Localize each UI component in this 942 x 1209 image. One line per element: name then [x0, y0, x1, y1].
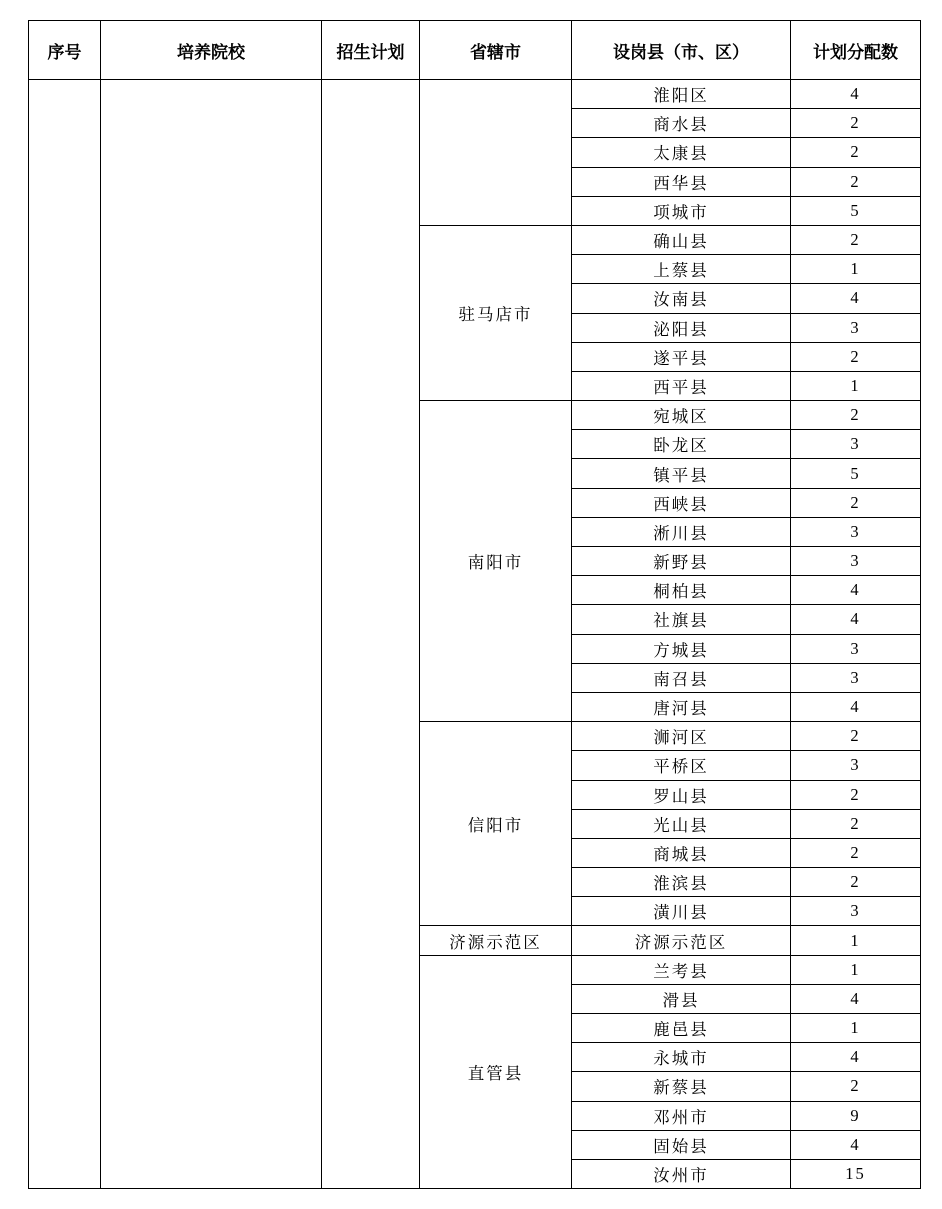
county-cell: 淮滨县 — [572, 868, 791, 897]
count-cell: 5 — [791, 196, 921, 225]
count-cell: 3 — [791, 634, 921, 663]
county-cell: 商水县 — [572, 109, 791, 138]
county-cell: 永城市 — [572, 1043, 791, 1072]
count-cell: 2 — [791, 809, 921, 838]
city-cell: 驻马店市 — [420, 225, 572, 400]
county-cell: 上蔡县 — [572, 255, 791, 284]
city-cell — [420, 80, 572, 226]
header-school: 培养院校 — [101, 21, 322, 80]
city-cell: 信阳市 — [420, 722, 572, 926]
school-cell — [101, 80, 322, 1189]
count-cell: 1 — [791, 255, 921, 284]
county-cell: 泌阳县 — [572, 313, 791, 342]
county-cell: 唐河县 — [572, 692, 791, 721]
count-cell: 1 — [791, 926, 921, 955]
county-cell: 平桥区 — [572, 751, 791, 780]
county-cell: 方城县 — [572, 634, 791, 663]
header-seq: 序号 — [29, 21, 101, 80]
count-cell: 4 — [791, 605, 921, 634]
count-cell: 2 — [791, 488, 921, 517]
county-cell: 确山县 — [572, 225, 791, 254]
county-cell: 镇平县 — [572, 459, 791, 488]
count-cell: 4 — [791, 1130, 921, 1159]
county-cell: 光山县 — [572, 809, 791, 838]
city-cell: 济源示范区 — [420, 926, 572, 955]
count-cell: 4 — [791, 692, 921, 721]
header-county: 设岗县（市、区） — [572, 21, 791, 80]
allocation-table — [28, 20, 921, 1189]
count-cell: 1 — [791, 371, 921, 400]
count-cell: 1 — [791, 1014, 921, 1043]
county-cell: 遂平县 — [572, 342, 791, 371]
count-cell: 2 — [791, 342, 921, 371]
county-cell: 社旗县 — [572, 605, 791, 634]
county-cell: 新野县 — [572, 547, 791, 576]
header-row — [29, 21, 921, 80]
count-cell: 2 — [791, 838, 921, 867]
county-cell: 淅川县 — [572, 517, 791, 546]
county-cell: 卧龙区 — [572, 430, 791, 459]
header-plan: 招生计划 — [322, 21, 420, 80]
table-body — [29, 80, 921, 1189]
county-cell: 商城县 — [572, 838, 791, 867]
county-cell: 西平县 — [572, 371, 791, 400]
count-cell: 3 — [791, 547, 921, 576]
count-cell: 3 — [791, 313, 921, 342]
county-cell: 桐柏县 — [572, 576, 791, 605]
count-cell: 2 — [791, 109, 921, 138]
count-cell: 3 — [791, 663, 921, 692]
county-cell: 罗山县 — [572, 780, 791, 809]
city-cell: 南阳市 — [420, 401, 572, 722]
county-cell: 淮阳区 — [572, 80, 791, 109]
count-cell: 2 — [791, 167, 921, 196]
count-cell: 4 — [791, 80, 921, 109]
count-cell: 2 — [791, 1072, 921, 1101]
count-cell: 9 — [791, 1101, 921, 1130]
county-cell: 滑县 — [572, 984, 791, 1013]
county-cell: 汝州市 — [572, 1159, 791, 1188]
count-cell: 15 — [791, 1159, 921, 1188]
count-cell: 4 — [791, 284, 921, 313]
count-cell: 2 — [791, 401, 921, 430]
county-cell: 项城市 — [572, 196, 791, 225]
county-cell: 鹿邑县 — [572, 1014, 791, 1043]
count-cell: 4 — [791, 1043, 921, 1072]
city-cell: 直管县 — [420, 955, 572, 1189]
count-cell: 5 — [791, 459, 921, 488]
count-cell: 3 — [791, 430, 921, 459]
county-cell: 兰考县 — [572, 955, 791, 984]
count-cell: 4 — [791, 576, 921, 605]
plan-cell — [322, 80, 420, 1189]
header-alloc: 计划分配数 — [791, 21, 921, 80]
count-cell: 3 — [791, 897, 921, 926]
county-cell: 西华县 — [572, 167, 791, 196]
county-cell: 新蔡县 — [572, 1072, 791, 1101]
header-city: 省辖市 — [420, 21, 572, 80]
count-cell: 2 — [791, 722, 921, 751]
seq-cell — [29, 80, 101, 1189]
count-cell: 3 — [791, 517, 921, 546]
county-cell: 汝南县 — [572, 284, 791, 313]
count-cell: 2 — [791, 138, 921, 167]
county-cell: 南召县 — [572, 663, 791, 692]
count-cell: 2 — [791, 868, 921, 897]
county-cell: 浉河区 — [572, 722, 791, 751]
count-cell: 1 — [791, 955, 921, 984]
count-cell: 3 — [791, 751, 921, 780]
count-cell: 2 — [791, 780, 921, 809]
county-cell: 固始县 — [572, 1130, 791, 1159]
county-cell: 宛城区 — [572, 401, 791, 430]
table-row — [29, 80, 921, 109]
county-cell: 济源示范区 — [572, 926, 791, 955]
count-cell: 4 — [791, 984, 921, 1013]
county-cell: 西峡县 — [572, 488, 791, 517]
count-cell: 2 — [791, 225, 921, 254]
county-cell: 太康县 — [572, 138, 791, 167]
table-header — [29, 21, 921, 80]
county-cell: 邓州市 — [572, 1101, 791, 1130]
county-cell: 潢川县 — [572, 897, 791, 926]
